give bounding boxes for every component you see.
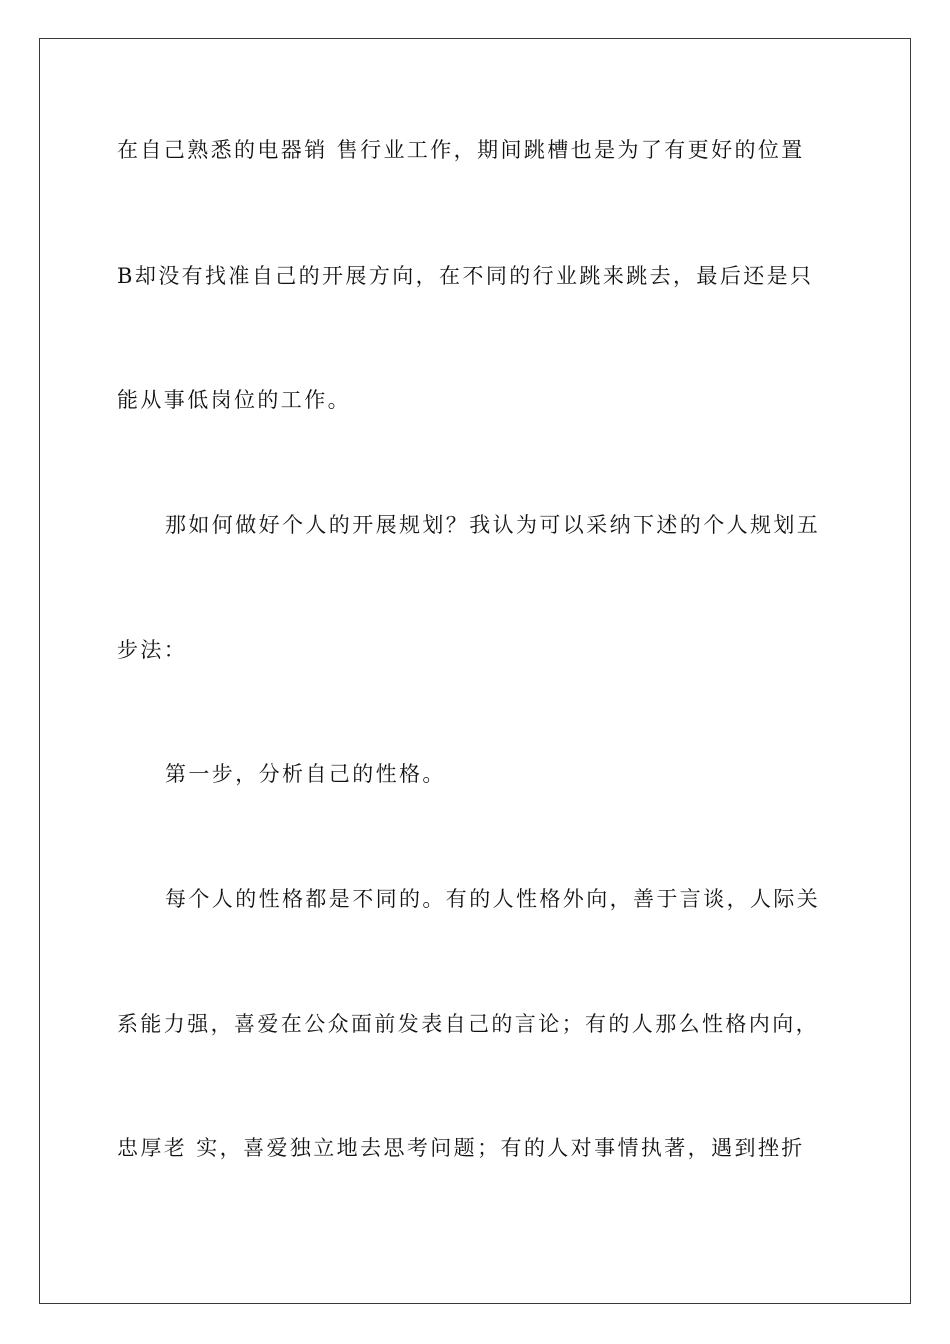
paragraph-line-1: 在自己熟悉的电器销 售行业工作，期间跳槽也是为了有更好的位置: [117, 138, 805, 162]
page-border: [39, 38, 911, 1304]
paragraph-line-4: 那如何做好个人的开展规划？我认为可以采纳下述的个人规划五: [165, 513, 821, 537]
paragraph-line-2: B却没有找准自己的开展方向，在不同的行业跳来跳去，最后还是只: [117, 264, 814, 288]
paragraph-line-7: 每个人的性格都是不同的。有的人性格外向，善于言谈，人际关: [165, 887, 821, 911]
paragraph-line-3: 能从事低岗位的工作。: [117, 388, 351, 412]
paragraph-line-5: 步法：: [117, 638, 188, 662]
paragraph-line-8: 系能力强，喜爱在公众面前发表自己的言论；有的人那么性格内向，: [117, 1012, 819, 1036]
paragraph-line-9: 忠厚老 实，喜爱独立地去思考问题；有的人对事情执著，遇到挫折: [117, 1136, 805, 1160]
paragraph-line-6: 第一步，分析自己的性格。: [165, 762, 446, 786]
